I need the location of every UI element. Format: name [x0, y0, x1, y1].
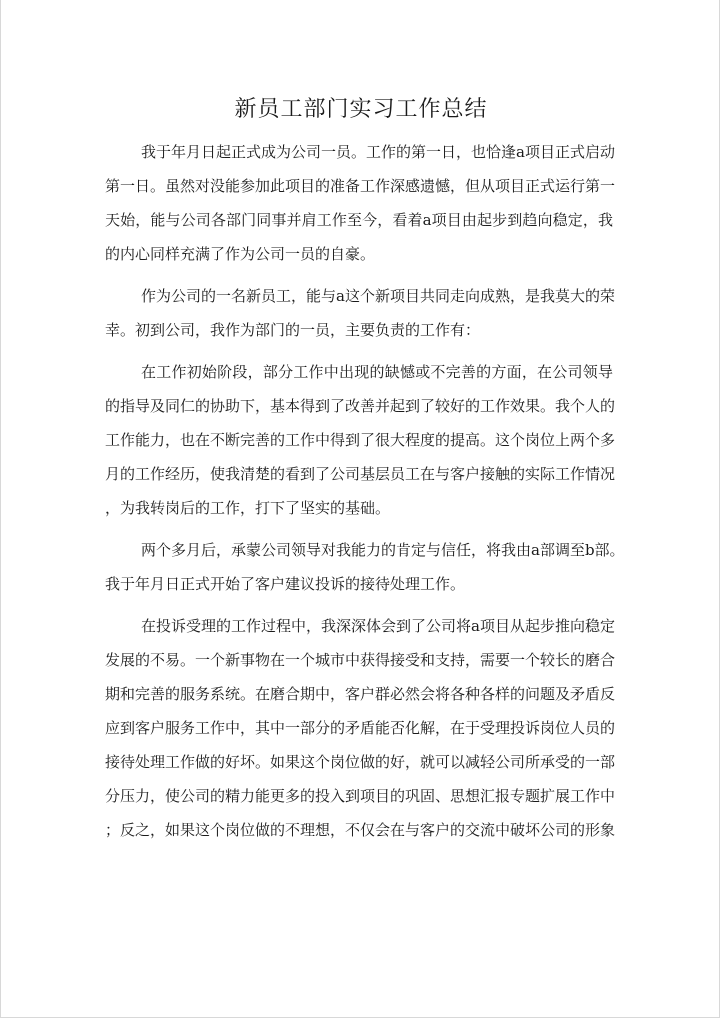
document-title: 新员工部门实习工作总结: [234, 97, 488, 122]
text-line: 在工作初始阶段，部分工作中出现的缺憾或不完善的方面，在公司领导: [141, 363, 613, 381]
text-line: 的内心同样充满了作为公司一员的自豪。: [105, 245, 376, 263]
text-line: ；反之，如果这个岗位做的不理想，不仅会在与客户的交流中破坏公司的形象: [105, 821, 616, 839]
text-line: 期和完善的服务系统。在磨合期中，客户群必然会将各种各样的问题及矛盾反: [105, 685, 616, 703]
text-line: 我于年月日正式开始了客户建议投诉的接待处理工作。: [105, 575, 466, 593]
text-line: 接待处理工作做的好坏。如果这个岗位做的好，就可以减轻公司所承受的一部: [105, 753, 616, 771]
text-line: 月的工作经历，使我清楚的看到了公司基层员工在与客户接触的实际工作情况: [105, 465, 616, 483]
paragraph-5: [105, 609, 616, 847]
document-body: [105, 135, 625, 855]
text-line: 幸。初到公司，我作为部门的一员，主要负责的工作有：: [105, 321, 481, 339]
paragraph-4: [105, 533, 625, 601]
text-line: 应到客户服务工作中，其中一部分的矛盾能否化解，在于受理投诉岗位人员的: [105, 719, 616, 737]
paragraph-2: [105, 279, 613, 347]
text-line: 第一日。虽然对没能参加此项目的准备工作深感遗憾，但从项目正式运行第一: [105, 177, 616, 195]
text-line: 我于年月日起正式成为公司一员。工作的第一日，也恰逢a项目正式启动: [141, 143, 615, 161]
text-line: 的指导及同仁的协助下，基本得到了改善并起到了较好的工作效果。我个人的: [105, 397, 616, 415]
text-line: 天始，能与公司各部门同事并肩工作至今，看着a项目由起步到趋向稳定，我: [105, 211, 613, 229]
text-line: ，为我转岗后的工作，打下了坚实的基础。: [105, 499, 391, 517]
text-line: 在投诉受理的工作过程中，我深深体会到了公司将a项目从起步推向稳定: [141, 617, 615, 635]
paragraph-3: [105, 355, 616, 525]
text-line: 作为公司的一名新员工，能与a这个新项目共同走向成熟，是我莫大的荣: [141, 287, 615, 305]
text-line: 发展的不易。一个新事物在一个城市中获得接受和支持，需要一个较长的磨合: [105, 651, 616, 669]
text-line: 两个多月后，承蒙公司领导对我能力的肯定与信任，将我由a部调至b部。: [141, 541, 625, 559]
paragraph-1: [105, 135, 616, 271]
text-line: 工作能力，也在不断完善的工作中得到了很大程度的提高。这个岗位上两个多: [105, 431, 616, 449]
text-line: 分压力，使公司的精力能更多的投入到项目的巩固、思想汇报专题扩展工作中: [105, 787, 616, 805]
